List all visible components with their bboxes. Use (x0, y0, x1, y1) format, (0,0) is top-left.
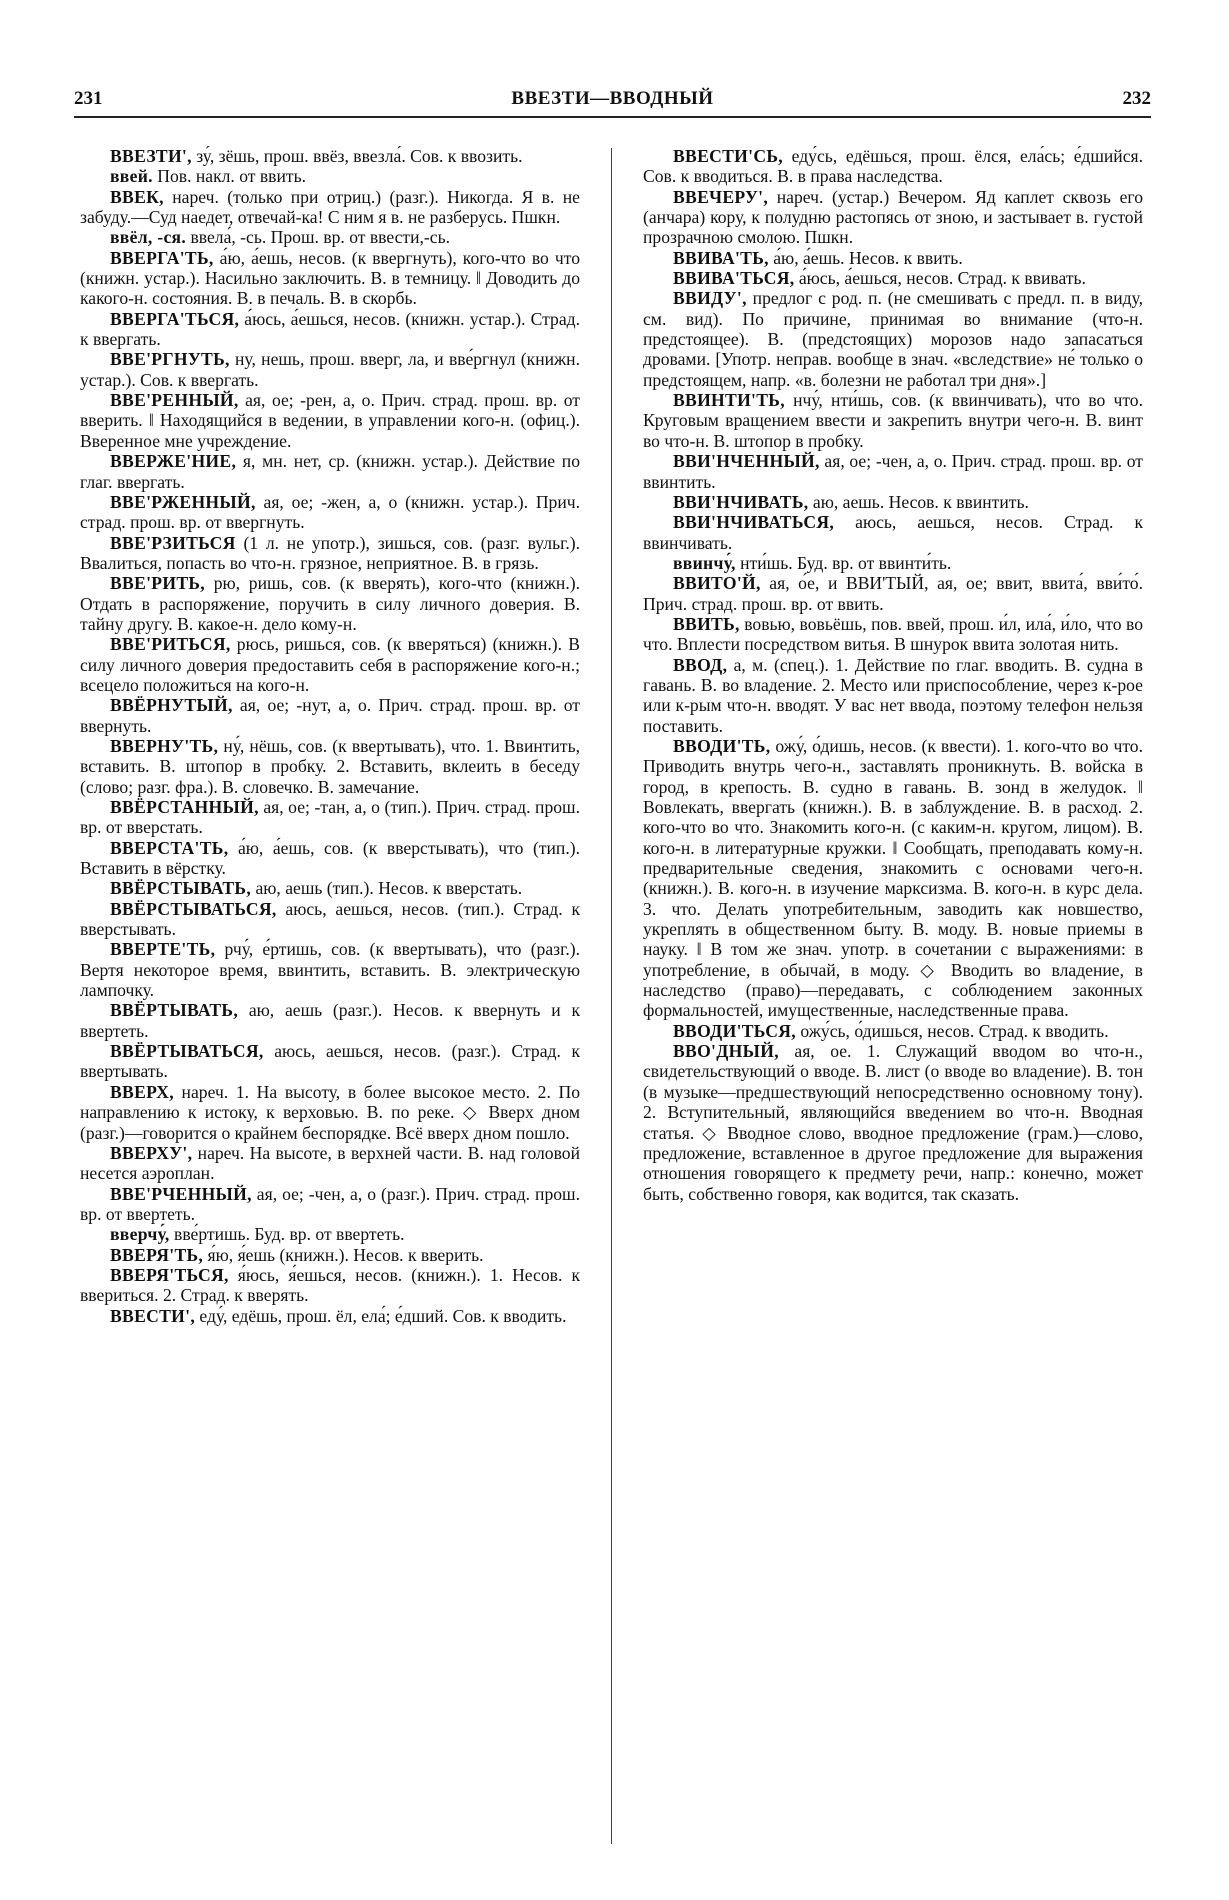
dictionary-entry (80, 899, 580, 940)
entry-headword: ВВЁРСТЫВАТЬСЯ, (110, 898, 277, 919)
entry-definition: а, м. (спец.). 1. Действие по глаг. вводить. В. судна в гавань. В. во владение. 2. Место или приспособление, через к-рое или к-рым что-н. вводят. У вас нет ввода, поэтому телефон нельзя поставить. (643, 654, 1143, 736)
entry-headword: ВВЁРСТАННЫЙ, (110, 797, 259, 817)
dictionary-entry (643, 553, 1143, 573)
dictionary-entry (80, 492, 580, 533)
entry-headword: вверчу́, (110, 1224, 170, 1245)
entry-definition: рю, ришь, сов. (к вверять), кого-что (книжн.). Отдать в распоряжение, поручить в силу личного доверия. В. тайну другу. В. какое-н. дело кому-н. (80, 573, 580, 634)
entry-definition: а́юсь, а́ешься, несов. Страд. к ввивать. (794, 268, 1086, 289)
dictionary-entry (80, 187, 580, 228)
dictionary-entry (643, 573, 1143, 614)
entry-headword: ВВЕСТИ', (110, 1305, 196, 1326)
dictionary-entry (643, 146, 1143, 187)
dictionary-entry (643, 187, 1143, 248)
entry-headword: ВВИ'НЧИВАТЬСЯ, (673, 512, 835, 533)
entry-definition: я́ю, я́ешь (книжн.). Несов. к вверить. (203, 1244, 484, 1265)
dictionary-entry (80, 1143, 580, 1184)
dictionary-entry (80, 309, 580, 350)
entry-headword: ВВИТЬ, (673, 613, 740, 634)
entry-headword: ВВЁРТЫВАТЬСЯ, (110, 1041, 264, 1062)
entry-definition: ая, ое. 1. Служащий вводом во что-н., свидетельствующий о вводе. В. лист (о вводе во владение). В. тон (в музыке—предшествующий непосредственно основному тону). 2. Вступительный, являющийся введением во что-н. Вводная статья. ◇ Вводное слово, вводное предложение (грам.)—слово, предложение, вставленное в другое предложение для выражения отношения говорящего к предмету речи, напр.: конечно, может быть, собственно говоря, как водится, так сказать. (643, 1041, 1143, 1204)
entry-headword: ВВЕ'РЧЕННЫЙ, (110, 1183, 252, 1204)
page-number-right: 232 (1122, 88, 1151, 109)
dictionary-entry (80, 248, 580, 309)
entry-headword: ВВЁРСТЫВАТЬ, (110, 878, 252, 899)
column-divider (611, 148, 612, 1844)
dictionary-entry (80, 533, 580, 574)
dictionary-entry (643, 492, 1143, 512)
page-number-left: 231 (74, 88, 103, 109)
entry-definition: ожу́, о́дишь, несов. (к ввести). 1. кого-что во что. Приводить внутрь чего-н., заставлять проникнуть. В. войска в город, в крепость. В. судно в гавань. В. зонд в желудок. ‖ Вовлекать, ввергать (книжн.). В. в заблуждение. В. в расход. 2. кого-что во что. Знакомить кого-н. (с каким-н. кругом, лицом). В. кого-н. в литературные кружки. ‖ Сообщать, преподавать кому-н. предварительные сведения, знакомить с основами чего-н. (книжн.). В. кого-н. в изучение марксизма. В. кого-н. в курс дела. 3. что. Делать употребительным, заводить как новшество, укреплять в общественном быту. В. моду. В. новые приемы в науку. ‖ В том же знач. употр. в сочетании с выражениями: в употребление, в обычай, в моду. ◇ Вводить во владение, в наследство (право)—передавать, с соблюдением законных формальностей, имущественные, наследственные права. (643, 735, 1143, 1021)
dictionary-entry (643, 512, 1143, 553)
dictionary-entry (643, 736, 1143, 1021)
dictionary-entry (643, 248, 1143, 268)
entry-headword: ВВЕРСТА'ТЬ, (110, 837, 229, 858)
dictionary-entry (643, 268, 1143, 288)
entry-definition: а́ю, а́ешь. Несов. к ввить. (768, 247, 963, 268)
entry-headword: ВВО'ДНЫЙ, (673, 1041, 779, 1062)
entry-headword: ВВИТО'Й, (673, 573, 761, 594)
dictionary-entry (80, 634, 580, 695)
entry-headword: ВВЕРГА'ТЬ, (110, 247, 214, 268)
dictionary-entry (80, 349, 580, 390)
dictionary-entry (643, 1021, 1143, 1041)
entry-headword: ВВИ'НЧЕННЫЙ, (673, 451, 820, 472)
dictionary-entry (643, 390, 1143, 451)
entry-definition: ввела́, -сь. Прош. вр. от ввести,-сь. (186, 227, 451, 248)
dictionary-entry (80, 878, 580, 898)
dictionary-entry (643, 1041, 1143, 1204)
entry-definition: зу́, зёшь, прош. ввёз, ввезла́. Сов. к ввозить. (191, 146, 523, 166)
entry-headword: ВВЕРХУ', (110, 1142, 193, 1163)
entry-headword: ВВЕК, (110, 186, 164, 207)
dictionary-entry (643, 288, 1143, 390)
entry-definition: ая, ое; -нут, а, о. Прич. страд. прош. вр. от ввернуть. (80, 695, 580, 736)
header-rule (74, 116, 1151, 118)
entry-definition: ая, ое; -чен, а, о (разг.). Прич. страд. прош. вр. от ввертеть. (80, 1183, 580, 1224)
dictionary-entry (80, 227, 580, 247)
entry-headword: ВВЕ'РИТЬ, (110, 573, 205, 594)
entry-headword: ВВЕСТИ'СЬ, (673, 146, 783, 166)
dictionary-entry (643, 655, 1143, 736)
entry-definition: аю, аешь (разг.). Несов. к ввернуть и к ввертеть. (80, 1000, 580, 1041)
entry-headword: ВВИ'НЧИВАТЬ, (673, 491, 809, 512)
left-column (80, 146, 580, 1876)
dictionary-entry (80, 451, 580, 492)
entry-headword: ввей. (110, 166, 153, 187)
entry-definition: аюсь, аешься, несов. Страд. к ввинчивать. (643, 512, 1143, 553)
dictionary-entry (80, 390, 580, 451)
entry-definition: нчу́, нти́шь, сов. (к ввинчивать), что во что. Круговым вращением ввести и закрепить внутри чего-н. В. винт во что-н. В. штопор в пробку. (643, 390, 1143, 451)
entry-headword: ВВЕЗТИ', (110, 146, 192, 166)
entry-definition: нареч. 1. На высоту, в более высокое место. 2. По направлению к истоку, к верховью. В. по реке. ◇ Вверх дном (разг.)—говорится о крайнем беспорядке. Всё вверх дном пошло. (80, 1081, 580, 1143)
entry-definition: нти́шь. Буд. вр. от ввинти́ть. (735, 552, 952, 573)
entry-definition: а́юсь, а́ешься, несов. (книжн. устар.). Страд. к ввергать. (80, 308, 580, 350)
entry-headword: ВВИВА'ТЬСЯ, (673, 268, 795, 289)
entry-definition: вве́ртишь. Буд. вр. от ввертеть. (169, 1224, 405, 1245)
entry-headword: ВВЕ'РЗИТЬСЯ (110, 532, 236, 553)
dictionary-entry (80, 1224, 580, 1244)
entry-definition: рюсь, ришься, сов. (к вверяться) (книжн.). В силу личного доверия предоставить себя в распоряжение кого-н.; всецело положиться на кого-н. (80, 634, 580, 695)
entry-headword: ВВОД, (673, 654, 728, 675)
entry-definition: а́ю, а́ешь, несов. (к ввергнуть), кого-что во что (книжн. устар.). Насильно заключить. В. в темницу. ‖ Доводить до какого-н. состояния. В. в печаль. В. в скорбь. (80, 247, 580, 309)
entry-definition: аюсь, аешься, несов. (разг.). Страд. к ввертывать. (80, 1041, 580, 1082)
entry-headword: ВВЁРТЫВАТЬ, (110, 1000, 239, 1021)
entry-definition: ну, нешь, прош. вверг, ла, и вве́ргнул (книжн. устар.). Сов. к ввергать. (80, 349, 580, 390)
entry-definition: нареч. На высоте, в верхней части. В. над головой несется аэроплан. (80, 1142, 580, 1184)
entry-headword: ВВЕРТЕ'ТЬ, (110, 939, 216, 960)
entry-headword: ВВЁРНУТЫЙ, (110, 695, 233, 716)
entry-definition: ая, ое; -рен, а, о. Прич. страд. прош. вр. от вверить. ‖ Находящийся в ведении, в управлении кого-н. (офиц.). Вверенное мне учреждение. (80, 390, 580, 451)
entry-definition: еду́сь, едёшься, прош. ёлся, ела́сь; е́дшийся. Сов. к вводиться. В. в права наследства. (643, 146, 1143, 187)
entry-definition: вовью, вовьёшь, пов. ввей, прош. и́л, ила́, и́ло, что во что. Вплести посредством витья. В шнурок ввита золотая нить. (643, 613, 1143, 655)
dictionary-entry (80, 838, 580, 879)
entry-headword: ввинчу́, (673, 552, 736, 573)
entry-headword: ВВЕРЯ'ТЬ, (110, 1244, 204, 1265)
entry-definition: рчу́, е́ртишь, сов. (к ввертывать), что (разг.). Вертя некоторое время, ввинтить, вставить. В. электрическую лампочку. (80, 939, 580, 1001)
entry-definition: я́юсь, я́ешься, несов. (книжн.). 1. Несов. к ввериться. 2. Страд. к вверять. (80, 1264, 580, 1306)
dictionary-entry (80, 1245, 580, 1265)
entry-headword: ВВЕ'РИТЬСЯ, (110, 634, 231, 655)
entry-headword: ВВИНТИ'ТЬ, (673, 390, 785, 411)
entry-headword: ВВЕ'РГНУТЬ, (110, 349, 230, 370)
entry-definition: аю, аешь. Несов. к ввинтить. (808, 491, 1029, 512)
dictionary-entry (80, 1184, 580, 1225)
dictionary-entry (80, 797, 580, 838)
entry-definition: аю, аешь (тип.). Несов. к вверстать. (251, 878, 523, 899)
entry-headword: ВВЕРЖЕ'НИЕ, (110, 451, 237, 472)
entry-headword: ВВИДУ', (673, 288, 747, 309)
entry-definition: а́ю, а́ешь, сов. (к вверстывать), что (тип.). Вставить в вёрстку. (80, 837, 580, 879)
dictionary-entry (80, 573, 580, 634)
dictionary-entry (80, 1306, 580, 1326)
entry-headword: ВВЕЧЕРУ', (673, 186, 769, 207)
entry-headword: ВВЕ'РЕННЫЙ, (110, 390, 239, 411)
entry-definition: нареч. (только при отриц.) (разг.). Никогда. Я в. не забуду.—Суд наедет, отвечай-ка! С ним я в. не разберусь. Пшкн. (80, 186, 580, 228)
entry-definition: ну́, нёшь, сов. (к ввертывать), что. 1. Ввинтить, вставить. В. штопор в пробку. 2. Вставить, вклеить в беседу (слово; разг. фра.). В. словечко. В. замечание. (80, 735, 580, 797)
entry-headword: ввёл, -ся. (110, 227, 187, 248)
entry-definition: ая, ое; -чен, а, о. Прич. страд. прош. вр. от ввинтить. (643, 451, 1143, 492)
entry-headword: ВВЕ'РЖЕННЫЙ, (110, 491, 256, 512)
entry-definition: ая, ое; -тан, а, о (тип.). Прич. страд. прош. вр. от вверстать. (80, 797, 580, 838)
right-column (643, 146, 1143, 1876)
dictionary-entry (80, 1265, 580, 1306)
dictionary-entry (80, 736, 580, 797)
entry-definition: ая, о́е, и ВВИ'ТЫЙ, ая, ое; ввит, ввита́, вви́то́. Прич. страд. прош. вр. от ввить. (643, 573, 1143, 614)
entry-headword: ВВИВА'ТЬ, (673, 247, 769, 268)
entry-definition: нареч. (устар.) Вечером. Яд каплет сквозь его (анчара) кору, к полудню растопясь от зною, и застывает в. густой прозрачною смолою. Пшкн. (643, 186, 1143, 248)
dictionary-entry (80, 1000, 580, 1041)
entry-headword: ВВЕРГА'ТЬСЯ, (110, 308, 240, 329)
dictionary-entry (80, 146, 580, 166)
entry-headword: ВВЕРЯ'ТЬСЯ, (110, 1264, 229, 1285)
entry-definition: предлог с род. п. (не смешивать с предл. п. в виду, см. вид). По причине, принимая во внимание (что-н. предстоящее). В. (предстоящих) морозов надо запасаться дровами. [Употр. неправ. вообще в знач. «вследствие» не́ только о предстоящем, напр. «в. болезни не работал три дня».] (643, 288, 1143, 390)
entry-definition: ожу́сь, о́дишься, несов. Страд. к вводить. (796, 1020, 1109, 1041)
entry-headword: ВВОДИ'ТЬСЯ, (673, 1020, 796, 1041)
entry-definition: я, мн. нет, ср. (книжн. устар.). Действие по глаг. ввергать. (80, 451, 580, 492)
entry-definition: Пов. накл. от ввить. (152, 166, 307, 187)
entry-headword: ВВЕРНУ'ТЬ, (110, 735, 219, 756)
entry-definition: (1 л. не употр.), зишься, сов. (разг. вульг.). Ввалиться, попасть во что-н. грязное, неприятное. В. в грязь. (80, 532, 580, 573)
running-title: ВВЕЗТИ—ВВОДНЫЙ (511, 88, 714, 109)
entry-definition: аюсь, аешься, несов. (тип.). Страд. к вверстывать. (80, 898, 580, 940)
entry-definition: ая, ое; -жен, а, о (книжн. устар.). Прич. страд. прош. вр. от ввергнуть. (80, 491, 580, 533)
dictionary-entry (643, 614, 1143, 655)
dictionary-entry (80, 1082, 580, 1143)
dictionary-entry (80, 695, 580, 736)
dictionary-entry (80, 939, 580, 1000)
entry-definition: еду́, едёшь, прош. ёл, ела́; е́дший. Сов. к вводить. (195, 1305, 567, 1326)
dictionary-entry (80, 1041, 580, 1082)
entry-headword: ВВОДИ'ТЬ, (673, 735, 771, 756)
dictionary-entry (643, 451, 1143, 492)
entry-headword: ВВЕРХ, (110, 1081, 174, 1102)
dictionary-entry (80, 166, 580, 186)
